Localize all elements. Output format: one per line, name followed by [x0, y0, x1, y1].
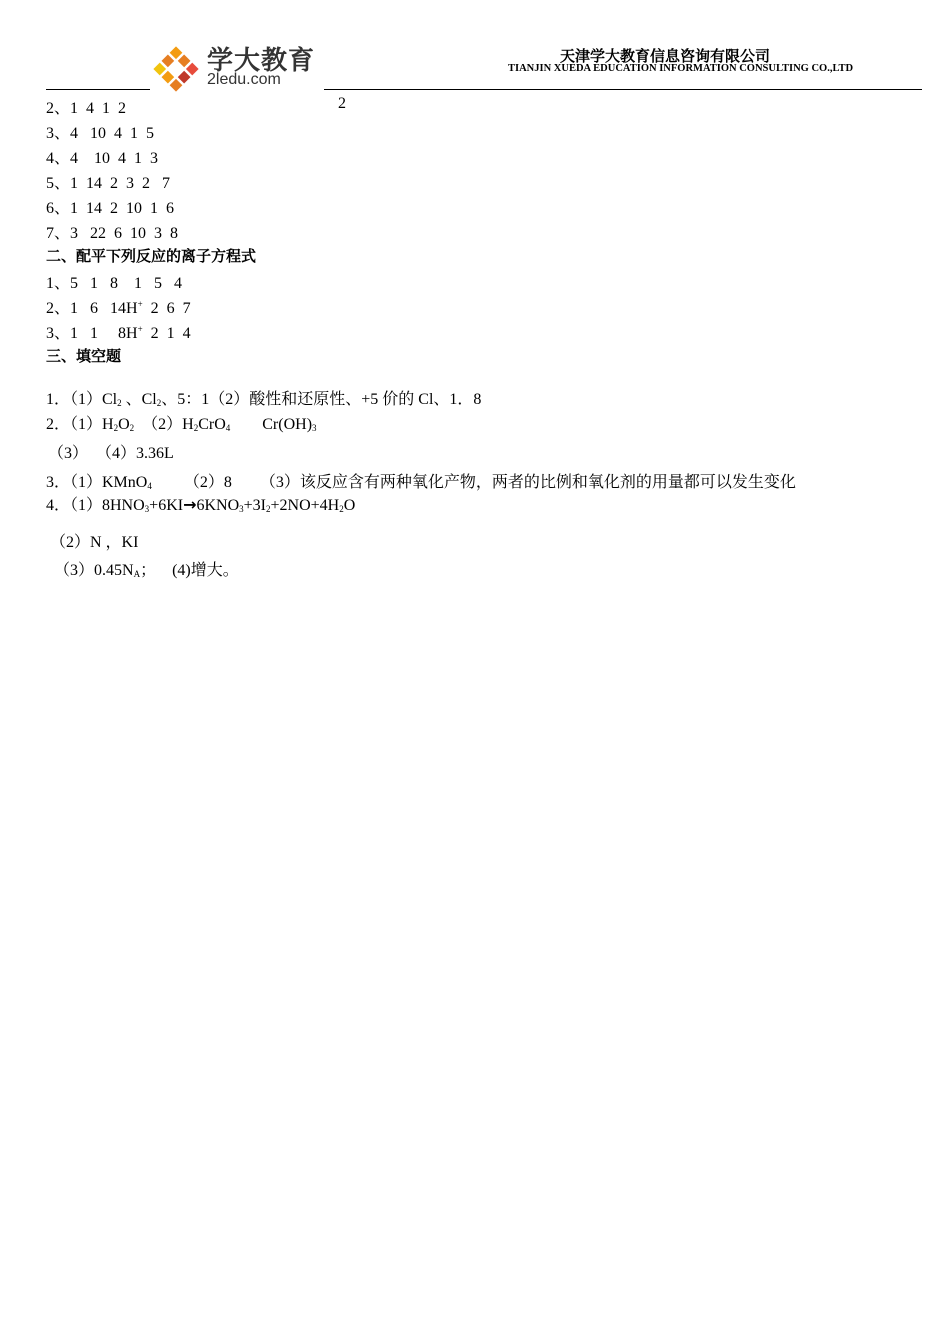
company-name-cn: 天津学大教育信息咨询有限公司 [560, 47, 771, 65]
fill-answer-2-cont: （3） （4）3.36L [48, 445, 174, 462]
fill-answer-3: 3．（1）KMnO$_4$ （2）8 （3）该反应含有两种氧化产物，两者的比例和氧化剂的用量都可以发生变化 [46, 474, 796, 491]
fill-answer-4-part2: （2）N ，KI [50, 534, 139, 551]
answer-line-3: 3、4 10 4 1 5 [46, 125, 155, 142]
answer-line-5: 5、1 14 2 3 2 7 [46, 175, 171, 192]
fill-answer-2: 2．$(1)H_2O_2$ $(2)H_2CrO_4$ $Cr(OH)_3$ [46, 416, 317, 433]
logo-subtext: 2ledu.com [207, 71, 281, 88]
answer-line-2: 2、1 4 1 2 [46, 100, 127, 117]
company-name-en: TIANJIN XUEDA EDUCATION INFORMATION CONSULTING CO.,LTD [508, 63, 854, 74]
section-title-fill-blanks: 三、填空题 [46, 347, 122, 365]
logo-text: 学大教育 [207, 45, 316, 75]
header-rule-left [46, 89, 150, 90]
fill-answer-1: 1．$(1)Cl_2$ 、$Cl_2$、5：1（2）酸性和还原性、+5 价的 Cl、1．8 [46, 391, 482, 408]
stray-number: 2 [338, 95, 346, 112]
ionic-answer-1: 1、5 1 8 1 5 4 [46, 275, 183, 292]
section-title-ionic-equations: 二、配平下列反应的离子方程式 [46, 247, 257, 265]
answer-line-6: 6、1 14 2 10 1 6 [46, 200, 175, 217]
xueda-logo [150, 40, 330, 96]
header-rule-right [324, 89, 922, 90]
xueda-logo-icon [150, 42, 202, 96]
fill-answer-4-part3: $(3)0.45N_A$； (4)增大。 [54, 562, 239, 579]
ionic-answer-2: 2、1 6 14H+ 2 6 7 [46, 299, 191, 317]
answer-line-4: 4、4 10 4 1 3 [46, 150, 159, 167]
fill-answer-4: 4．$(1)8HNO_3+6KI\to 6KNO_3+3I_2+2NO+4H_2O$ [46, 495, 356, 514]
answer-line-7: 7、3 22 6 10 3 8 [46, 225, 179, 242]
ionic-answer-3: 3、1 1 8H+ 2 1 4 [46, 324, 191, 342]
